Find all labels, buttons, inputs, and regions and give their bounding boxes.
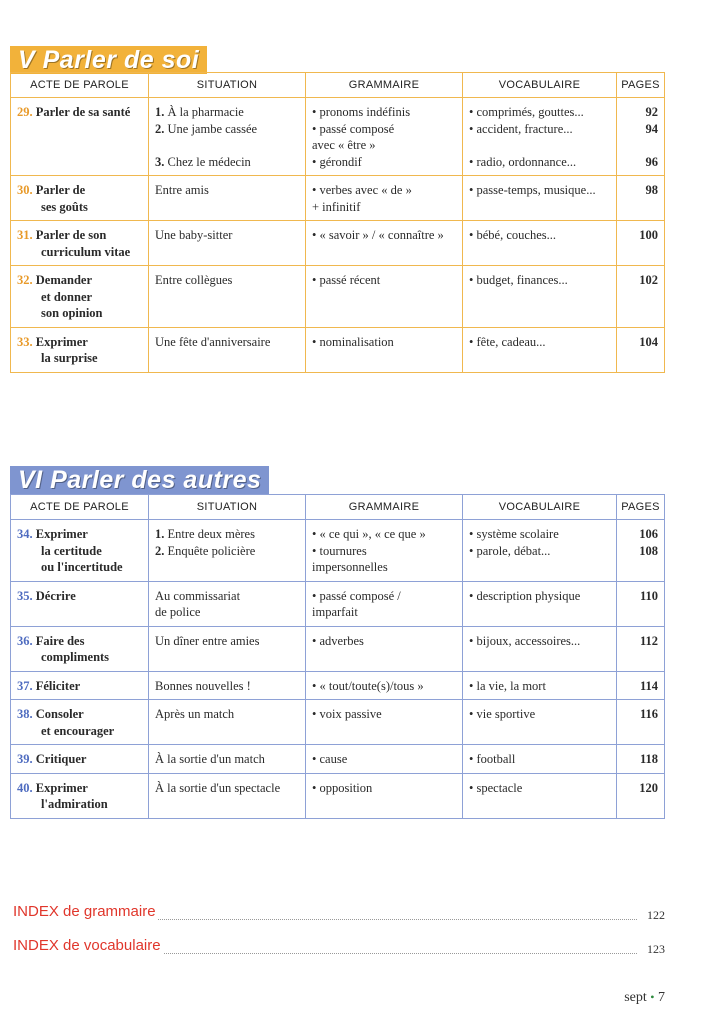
- acte-text: Critiquer: [35, 752, 87, 766]
- table-row[interactable]: [11, 327, 665, 372]
- pages-line: 112: [639, 633, 658, 648]
- pages-cell: [617, 98, 665, 176]
- index-page: 123: [647, 942, 665, 956]
- grammaire-line: avec « être »: [312, 138, 376, 152]
- acte-cell: [11, 671, 149, 700]
- pages-line: 108: [639, 543, 658, 558]
- header-acte: ACTE DE PAROLE: [11, 73, 149, 98]
- pages-cell: [617, 221, 665, 266]
- vocabulaire-line: • parole, débat...: [469, 543, 551, 558]
- vocabulaire-cell: [463, 221, 617, 266]
- situation-cell: [149, 581, 306, 626]
- pages-cell: [617, 626, 665, 671]
- grammaire-cell: [306, 581, 463, 626]
- table-header-row: [11, 495, 665, 520]
- vocabulaire-line: • vie sportive: [469, 707, 536, 721]
- situation-line: Au commissariat: [155, 588, 241, 603]
- situation-cell: [149, 700, 306, 745]
- grammaire-line: • pronoms indéfinis: [312, 105, 411, 119]
- table-row[interactable]: [11, 221, 665, 266]
- pages-line: 100: [639, 228, 658, 242]
- grammaire-line: • « savoir » / « connaître »: [312, 228, 444, 242]
- index-vocabulaire-entry[interactable]: [13, 937, 665, 959]
- situation-line: Bonnes nouvelles !: [155, 678, 251, 693]
- vocabulaire-line: • football: [469, 752, 516, 766]
- vocabulaire-cell: [463, 581, 617, 626]
- index-label: INDEX de grammaire: [13, 903, 156, 920]
- acte-text: la certitude: [41, 543, 102, 558]
- situation-line: Un dîner entre amies: [155, 633, 260, 648]
- situation-number: 1.: [155, 527, 165, 541]
- situation-line: À la sortie d'un match: [155, 752, 265, 766]
- vocabulaire-cell: [463, 266, 617, 328]
- table-row[interactable]: [11, 745, 665, 774]
- pages-cell: [617, 745, 665, 774]
- acte-cell: [11, 176, 149, 221]
- lesson-number: 31.: [17, 228, 33, 242]
- pages-cell: [617, 266, 665, 328]
- vocabulaire-cell: [463, 700, 617, 745]
- vocabulaire-cell: [463, 327, 617, 372]
- vocabulaire-line: • spectacle: [469, 780, 523, 795]
- lesson-number: 39.: [17, 752, 33, 766]
- vocabulaire-line: • fête, cadeau...: [469, 334, 546, 349]
- situation-cell: [149, 520, 306, 582]
- situation-line: Entre amis: [155, 183, 209, 197]
- situation-number: 2.: [155, 543, 165, 558]
- grammaire-line: • « tout/toute(s)/tous »: [312, 678, 424, 693]
- vocabulaire-line: • bébé, couches...: [469, 228, 556, 242]
- situation-number: 1.: [155, 105, 165, 119]
- pages-cell: [617, 581, 665, 626]
- acte-text: Parler de sa santé: [35, 105, 131, 119]
- lesson-number: 33.: [17, 334, 33, 349]
- situation-number: 3.: [155, 154, 165, 169]
- situation-line: 1. À la pharmacie: [155, 105, 244, 119]
- situation-line: Entre collègues: [155, 273, 233, 287]
- lesson-number: 40.: [17, 780, 33, 795]
- acte-text: Parler de: [35, 183, 86, 197]
- table-row[interactable]: [11, 520, 665, 582]
- acte-cell: [11, 581, 149, 626]
- grammaire-line: • opposition: [312, 780, 373, 795]
- vocabulaire-cell: [463, 745, 617, 774]
- acte-text: et encourager: [41, 723, 115, 738]
- grammaire-cell: [306, 626, 463, 671]
- table-row[interactable]: [11, 176, 665, 221]
- header-grammaire: GRAMMAIRE: [306, 73, 463, 98]
- grammaire-line: • adverbes: [312, 633, 364, 648]
- table-row[interactable]: [11, 700, 665, 745]
- acte-cell: [11, 626, 149, 671]
- lesson-number: 30.: [17, 183, 33, 197]
- situation-cell: [149, 176, 306, 221]
- lesson-number: 37.: [17, 678, 33, 693]
- table-row[interactable]: [11, 581, 665, 626]
- situation-cell: [149, 266, 306, 328]
- grammaire-cell: [306, 221, 463, 266]
- page-footer: [624, 990, 665, 1006]
- acte-cell: [11, 221, 149, 266]
- acte-text: Exprimer: [35, 334, 88, 349]
- header-vocabulaire: VOCABULAIRE: [463, 73, 617, 98]
- header-acte: ACTE DE PAROLE: [11, 495, 149, 520]
- grammaire-line: • passé composé /: [312, 588, 401, 603]
- grammaire-cell: [306, 700, 463, 745]
- grammaire-line: imparfait: [312, 605, 358, 619]
- footer-page-number: 7: [658, 990, 665, 1005]
- situation-number: 2.: [155, 121, 165, 136]
- acte-text: et donner: [41, 289, 93, 304]
- acte-cell: [11, 98, 149, 176]
- acte-text: curriculum vitae: [41, 244, 131, 259]
- header-pages: PAGES: [617, 495, 665, 520]
- pages-line: 114: [639, 678, 658, 693]
- situation-cell: [149, 745, 306, 774]
- index-label: INDEX de vocabulaire: [13, 937, 161, 954]
- toc-table: [10, 72, 665, 373]
- lesson-number: 29.: [17, 105, 33, 119]
- situation-cell: [149, 327, 306, 372]
- acte-text: l'admiration: [41, 797, 108, 811]
- acte-text: la surprise: [41, 351, 98, 365]
- table-body: [11, 520, 665, 819]
- pages-line: 94: [645, 121, 658, 136]
- pages-line: 116: [639, 707, 658, 721]
- spacer-line: [469, 137, 610, 154]
- table-header-row: [11, 73, 665, 98]
- table-row[interactable]: [11, 773, 665, 818]
- grammaire-cell: [306, 266, 463, 328]
- vocabulaire-cell: [463, 626, 617, 671]
- grammaire-cell: [306, 773, 463, 818]
- lesson-number: 38.: [17, 707, 33, 721]
- acte-cell: [11, 745, 149, 774]
- pages-cell: [617, 700, 665, 745]
- header-situation: SITUATION: [149, 73, 306, 98]
- pages-line: 106: [639, 527, 658, 541]
- acte-cell: [11, 773, 149, 818]
- header-pages: PAGES: [617, 73, 665, 98]
- vocabulaire-line: • système scolaire: [469, 527, 559, 541]
- spacer-line: [623, 137, 658, 154]
- grammaire-line: • nominalisation: [312, 334, 394, 349]
- acte-text: Féliciter: [35, 678, 81, 693]
- vocabulaire-cell: [463, 520, 617, 582]
- footer-bullet: •: [650, 990, 655, 1004]
- vocabulaire-cell: [463, 176, 617, 221]
- table-row[interactable]: [11, 626, 665, 671]
- lesson-number: 32.: [17, 273, 33, 287]
- spacer-line: [155, 137, 299, 154]
- acte-text: Parler de son: [35, 228, 107, 242]
- grammaire-line: + infinitif: [312, 199, 361, 214]
- grammaire-line: impersonnelles: [312, 560, 388, 574]
- pages-cell: [617, 671, 665, 700]
- acte-text: ou l'incertitude: [41, 560, 123, 574]
- situation-line: Après un match: [155, 707, 235, 721]
- toc-table: [10, 494, 665, 819]
- situation-line: 2. Une jambe cassée: [155, 121, 258, 136]
- acte-cell: [11, 266, 149, 328]
- vocabulaire-line: • comprimés, gouttes...: [469, 105, 584, 119]
- pages-line: 102: [639, 273, 658, 287]
- grammaire-cell: [306, 520, 463, 582]
- vocabulaire-line: • radio, ordonnance...: [469, 154, 577, 169]
- vocabulaire-line: • budget, finances...: [469, 273, 568, 287]
- acte-text: Faire des: [35, 633, 85, 648]
- table-row[interactable]: [11, 98, 665, 176]
- grammaire-cell: [306, 671, 463, 700]
- grammaire-line: • cause: [312, 752, 348, 766]
- grammaire-cell: [306, 745, 463, 774]
- situation-line: À la sortie d'un spectacle: [155, 780, 281, 795]
- grammaire-line: • « ce qui », « ce que »: [312, 527, 426, 541]
- lesson-number: 36.: [17, 633, 33, 648]
- grammaire-line: • tournures: [312, 543, 367, 558]
- table-row[interactable]: [11, 671, 665, 700]
- situation-line: 1. Entre deux mères: [155, 527, 255, 541]
- pages-cell: [617, 773, 665, 818]
- pages-cell: [617, 520, 665, 582]
- pages-line: 118: [639, 752, 658, 766]
- header-situation: SITUATION: [149, 495, 306, 520]
- pages-line: 96: [645, 154, 658, 169]
- acte-text: ses goûts: [41, 199, 88, 214]
- acte-text: Consoler: [35, 707, 84, 721]
- grammaire-cell: [306, 98, 463, 176]
- acte-text: compliments: [41, 650, 110, 664]
- situation-line: 2. Enquête policière: [155, 543, 256, 558]
- pages-cell: [617, 176, 665, 221]
- vocabulaire-line: • bijoux, accessoires...: [469, 633, 581, 648]
- grammaire-line: • voix passive: [312, 707, 382, 721]
- grammaire-cell: [306, 327, 463, 372]
- table-body: [11, 98, 665, 373]
- situation-line: Une baby-sitter: [155, 228, 233, 242]
- header-vocabulaire: VOCABULAIRE: [463, 495, 617, 520]
- acte-cell: [11, 327, 149, 372]
- vocabulaire-line: • la vie, la mort: [469, 678, 546, 693]
- situation-cell: [149, 773, 306, 818]
- section-title: VI Parler des autres: [10, 466, 269, 494]
- situation-line: Une fête d'anniversaire: [155, 334, 271, 349]
- pages-cell: [617, 327, 665, 372]
- pages-line: 98: [645, 183, 658, 197]
- section-title: V Parler de soi: [10, 46, 207, 74]
- acte-cell: [11, 700, 149, 745]
- pages-line: 104: [639, 334, 658, 349]
- acte-cell: [11, 520, 149, 582]
- acte-text: Exprimer: [35, 780, 88, 795]
- acte-text: son opinion: [41, 306, 103, 320]
- table-row[interactable]: [11, 266, 665, 328]
- situation-cell: [149, 98, 306, 176]
- situation-cell: [149, 626, 306, 671]
- footer-text: sept: [624, 990, 647, 1005]
- lesson-number: 34.: [17, 527, 33, 541]
- grammaire-line: • passé composé: [312, 121, 395, 136]
- header-grammaire: GRAMMAIRE: [306, 495, 463, 520]
- situation-line: de police: [155, 605, 201, 619]
- pages-line: 110: [639, 588, 658, 603]
- pages-line: 120: [639, 780, 658, 795]
- vocabulaire-line: • description physique: [469, 588, 581, 603]
- vocabulaire-line: • accident, fracture...: [469, 121, 573, 136]
- pages-line: 92: [645, 105, 658, 119]
- acte-text: Demander: [35, 273, 92, 287]
- grammaire-cell: [306, 176, 463, 221]
- index-grammaire-entry[interactable]: [13, 903, 665, 925]
- vocabulaire-cell: [463, 98, 617, 176]
- acte-text: Exprimer: [35, 527, 88, 541]
- grammaire-line: • gérondif: [312, 154, 362, 169]
- acte-text: Décrire: [35, 588, 76, 603]
- situation-cell: [149, 221, 306, 266]
- situation-line: 3. Chez le médecin: [155, 154, 251, 169]
- grammaire-line: • verbes avec « de »: [312, 183, 412, 197]
- vocabulaire-cell: [463, 671, 617, 700]
- vocabulaire-line: • passe-temps, musique...: [469, 183, 596, 197]
- situation-cell: [149, 671, 306, 700]
- grammaire-line: • passé récent: [312, 273, 381, 287]
- vocabulaire-cell: [463, 773, 617, 818]
- lesson-number: 35.: [17, 588, 33, 603]
- index-page: 122: [647, 908, 665, 922]
